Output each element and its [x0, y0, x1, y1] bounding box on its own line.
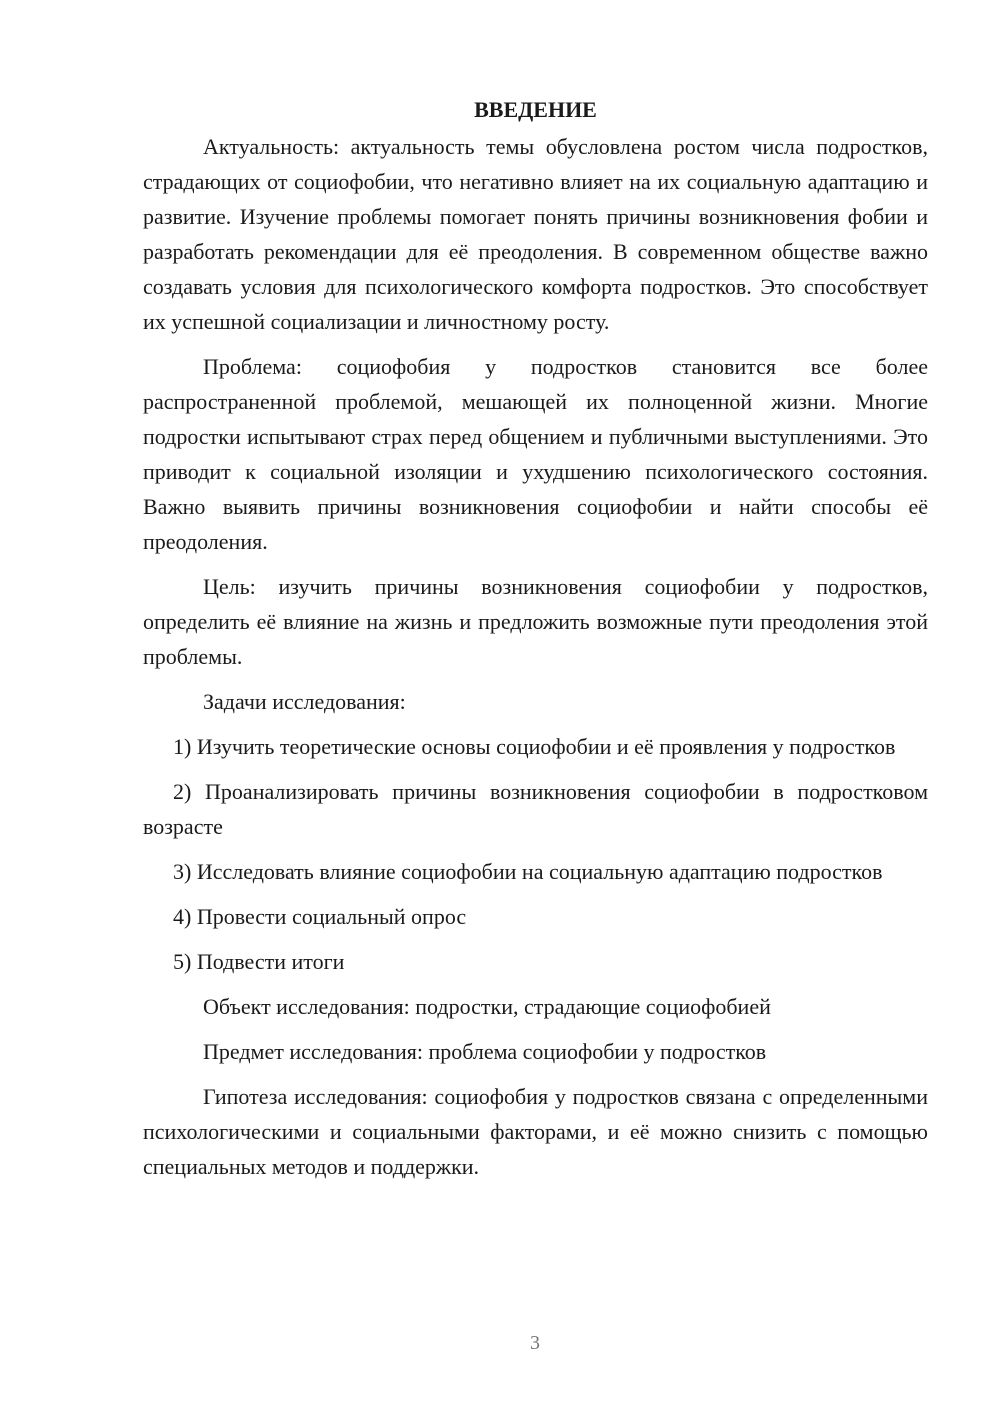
- problem-paragraph: Проблема: социофобия у подростков становится все более распространенной проблемой, мешающей их полноценной жизни. Многие подростки испытывают страх перед общением и публичными выступлениями. Это приводит к социальной изоляции и ухудшению психологического состояния. Важно выявить причины возникновения социофобии и найти способы её преодоления.: [143, 354, 928, 554]
- relevance-paragraph: Актуальность: актуальность темы обусловлена ростом числа подростков, страдающих от социофобии, что негативно влияет на их социальную адаптацию и развитие. Изучение проблемы помогает понять причины возникновения фобии и разработать рекомендации для её преодоления. В современном обществе важно создавать условия для психологического комфорта подростков. Это способствует их успешной социализации и личностному росту.: [143, 134, 928, 334]
- list-item: 5) Подвести итоги: [173, 949, 345, 974]
- document-body: [143, 92, 928, 1194]
- subject-paragraph: Предмет исследования: проблема социофобии у подростков: [203, 1039, 767, 1064]
- section-title: ВВЕДЕНИЕ: [474, 97, 597, 122]
- list-item: 1) Изучить теоретические основы социофобии и её проявления у подростков: [173, 734, 896, 759]
- hypothesis-paragraph: Гипотеза исследования: социофобия у подростков связана с определенными психологическими и социальными факторами, и её можно снизить с помощью специальных методов и поддержки.: [143, 1084, 928, 1179]
- page-number: 3: [530, 1332, 540, 1354]
- tasks-list: [143, 729, 928, 979]
- tasks-heading: Задачи исследования:: [203, 689, 406, 714]
- list-item: 2) Проанализировать причины возникновения социофобии в подростковом возрасте: [143, 779, 928, 839]
- goal-paragraph: Цель: изучить причины возникновения социофобии у подростков, определить её влияние на жизнь и предложить возможные пути преодоления этой проблемы.: [143, 574, 928, 669]
- list-item: 3) Исследовать влияние социофобии на социальную адаптацию подростков: [173, 859, 883, 884]
- list-item: 4) Провести социальный опрос: [173, 904, 467, 929]
- object-paragraph: Объект исследования: подростки, страдающие социофобией: [203, 994, 771, 1019]
